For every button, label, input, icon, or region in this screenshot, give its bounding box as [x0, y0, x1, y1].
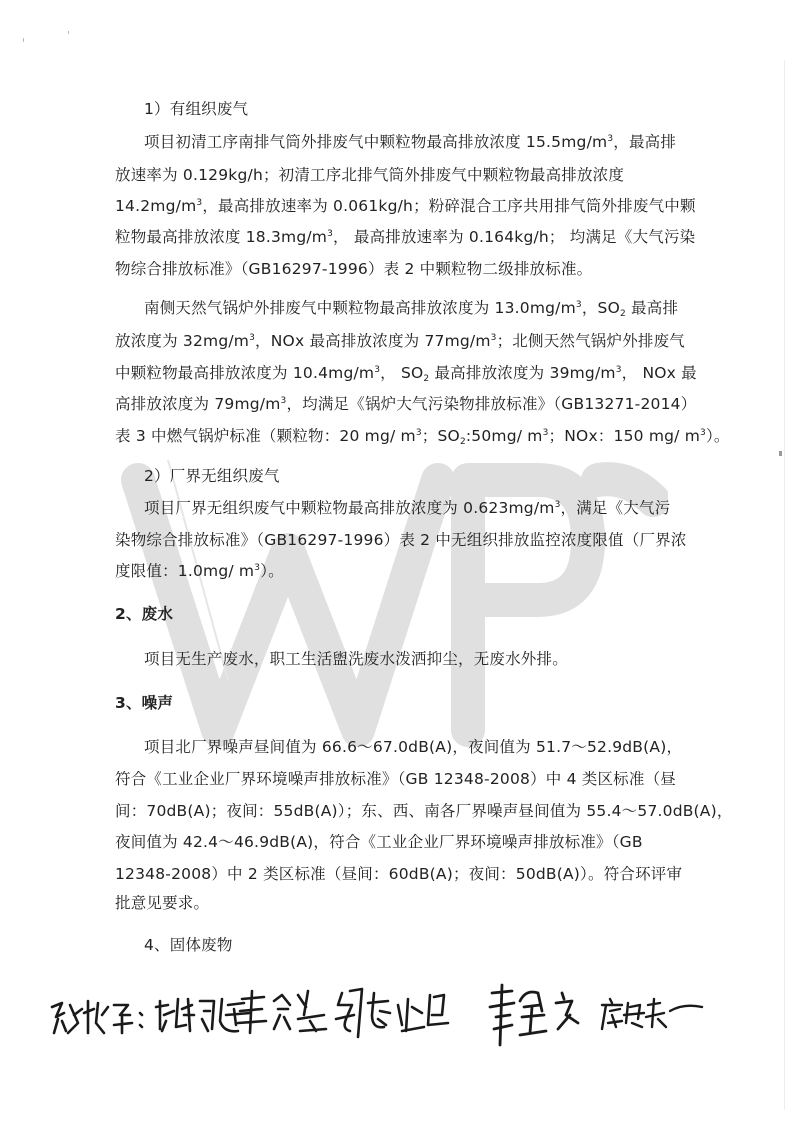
signature-name-2 — [234, 985, 330, 1041]
signature-label — [48, 993, 166, 1039]
paragraph-line: 中颗粒物最高排放浓度为 $10.4mg/m^3$， $SO_2$ 最高排放浓度为 $39mg/m^3$， NOx 最 — [115, 364, 697, 384]
paragraph-line: 染物综合排放标准》（GB16297-1996）表 2 中无组织排放监控浓度限值（厂界浓 — [115, 531, 687, 549]
paragraph-line: $14.2mg/m^3$，最高排放速率为 0.061kg/h；粉碎混合工序共用排气筒外排废气中颗 — [115, 197, 696, 215]
paragraph-line: 间：70dB(A)；夜间：55dB(A)）；东、西、南各厂界噪声昼间值为 55.4～57.0dB(A)， — [115, 802, 733, 820]
section-heading-noise: 3、噪声 — [115, 694, 174, 712]
paragraph-line: 物综合排放标准》（GB16297-1996）表 2 中颗粒物二级排放标准。 — [115, 260, 593, 278]
paragraph-line: 放速率为 0.129kg/h；初清工序北排气筒外排废气中颗粒物最高排放浓度 — [115, 166, 625, 184]
paragraph-line: 12348-2008）中 2 类区标准（昼间：60dB(A)；夜间：50dB(A)）。符合环评审 — [115, 865, 683, 883]
paragraph-line: 项目北厂界噪声昼间值为 66.6～67.0dB(A)，夜间值为 51.7～52.9dB(A)， — [144, 738, 683, 756]
section-heading-fugitive-gas: 2）厂界无组织废气 — [144, 467, 280, 485]
paragraph-line: 南侧天然气锅炉外排废气中颗粒物最高排放浓度为 $13.0mg/m^3$，$SO_2$ 最高排 — [144, 299, 679, 319]
scan-mark — [779, 451, 782, 456]
paragraph-line: 项目初清工序南排气筒外排废气中颗粒物最高排放浓度 $15.5mg/m^3$，最高排 — [144, 133, 677, 151]
scan-mark — [68, 31, 69, 34]
paragraph-line: 度限值：1.0mg/ $m^3$）。 — [115, 562, 284, 580]
paragraph-line: 放浓度为 $32mg/m^3$，NOx 最高排放浓度为 $77mg/m^3$；北侧天然气锅炉外排废气 — [115, 332, 685, 350]
signature-area — [48, 985, 748, 1055]
section-heading-wastewater: 2、废水 — [115, 605, 174, 623]
section-heading-organized-gas: 1）有组织废气 — [144, 100, 249, 118]
scan-mark — [23, 38, 24, 42]
paragraph-line: 夜间值为 42.4～46.9dB(A)，符合《工业企业厂界环境噪声排放标准》（GB — [115, 833, 643, 851]
paragraph-line: 表 3 中燃气锅炉标准（颗粒物：20 mg/ $m^3$；$SO_2:50mg/$ $m^3$；NOx：150 mg/ $m^3$）。 — [115, 427, 730, 447]
scan-edge — [784, 60, 785, 1110]
paragraph-line: 批意见要求。 — [115, 894, 210, 912]
paragraph-line: 项目厂界无组织废气中颗粒物最高排放浓度为 $0.623mg/m^3$，满足《大气污 — [144, 499, 671, 517]
paragraph-line: 粒物最高排放浓度 $18.3mg/m^3$， 最高排放速率为 0.164kg/h； 均满足《大气污染 — [115, 228, 696, 246]
paragraph-line: 高排放浓度为 $79mg/m^3$，均满足《锅炉大气污染物排放标准》（GB13271-2014） — [115, 395, 697, 413]
section-heading-solid-waste: 4、固体废物 — [144, 936, 233, 954]
signature-name-3 — [332, 985, 454, 1043]
signature-name-5 — [598, 993, 708, 1037]
signature-name-4 — [486, 981, 596, 1051]
paragraph-line: 符合《工业企业厂界环境噪声排放标准》（GB 12348-2008）中 4 类区标准（昼 — [115, 770, 676, 788]
paragraph-line: 项目无生产废水，职工生活盥洗废水泼洒抑尘，无废水外排。 — [144, 650, 568, 668]
